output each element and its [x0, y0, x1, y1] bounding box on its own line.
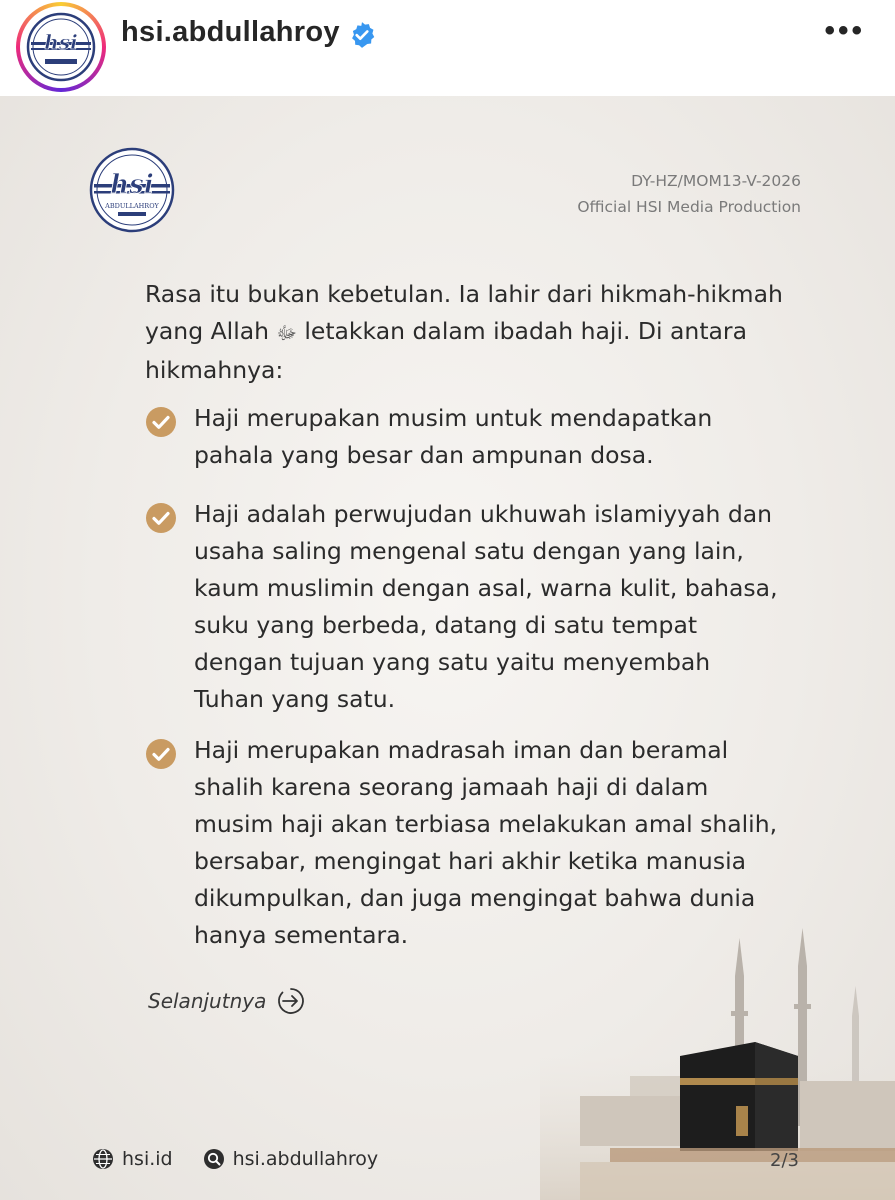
page-indicator: 2/3 [770, 1150, 799, 1171]
document-code [577, 168, 801, 220]
logo-main-text: hsi [110, 170, 154, 200]
hsi-logo-icon [25, 11, 97, 83]
intro-after: letakkan dalam ibadah haji. Di antara hikmahnya: [145, 317, 747, 384]
more-options-button[interactable]: ••• [824, 14, 865, 47]
arrow-right-circle-icon [276, 986, 306, 1016]
kaaba-illustration [540, 916, 895, 1200]
website-text: hsi.id [122, 1148, 173, 1170]
production-text: Official HSI Media Production [577, 198, 801, 216]
check-circle-icon [145, 738, 177, 770]
check-circle-icon [145, 406, 177, 438]
verified-badge-icon [348, 21, 376, 49]
intro-paragraph [145, 276, 785, 389]
list-item [145, 400, 785, 474]
card-footer [92, 1148, 378, 1170]
list-item-text: Haji merupakan musim untuk mendapatkan pahala yang besar dan ampunan dosa. [194, 404, 713, 469]
hsi-card-logo [88, 146, 176, 234]
globe-icon [92, 1148, 114, 1170]
search-icon [203, 1148, 225, 1170]
profile-avatar[interactable] [16, 2, 106, 92]
list-item [145, 496, 785, 718]
username-link[interactable]: hsi.abdullahroy [121, 16, 340, 48]
code-text: DY-HZ/MOM13-V-2026 [631, 172, 801, 190]
handle-text: hsi.abdullahroy [232, 1148, 379, 1170]
next-label: Selanjutnya [148, 989, 267, 1013]
check-circle-icon [145, 502, 177, 534]
avatar-inner [20, 6, 102, 88]
jalla-jalaluhu-glyph: ﷻ [276, 323, 297, 344]
svg-text:hsi: hsi [44, 30, 78, 54]
list-item-text: Haji adalah perwujudan ukhuwah islamiyyah dan usaha saling mengenal satu dengan yang lain, kaum muslimin dengan asal, warna kulit, bahasa, suku yang berbeda, datang di satu tempat dengan tujuan yang satu yaitu menyembah Tuhan yang satu. [194, 500, 778, 713]
logo-sub-text: ABDULLAHROY [105, 202, 159, 210]
list-item-text: Haji merupakan madrasah iman dan beramal shalih karena seorang jamaah haji di dalam musim haji akan terbiasa melakukan amal shalih, bersabar, mengingat hari akhir ketika manusia dikumpulkan, dan juga mengingat bahwa dunia hanya sementara. [194, 736, 778, 949]
post-image-card [0, 96, 895, 1200]
post-header [0, 0, 895, 96]
intro-before: Rasa itu bukan kebetulan. Ia lahir dari hikmah-hikmah yang Allah [145, 280, 783, 345]
next-link[interactable] [148, 986, 306, 1016]
